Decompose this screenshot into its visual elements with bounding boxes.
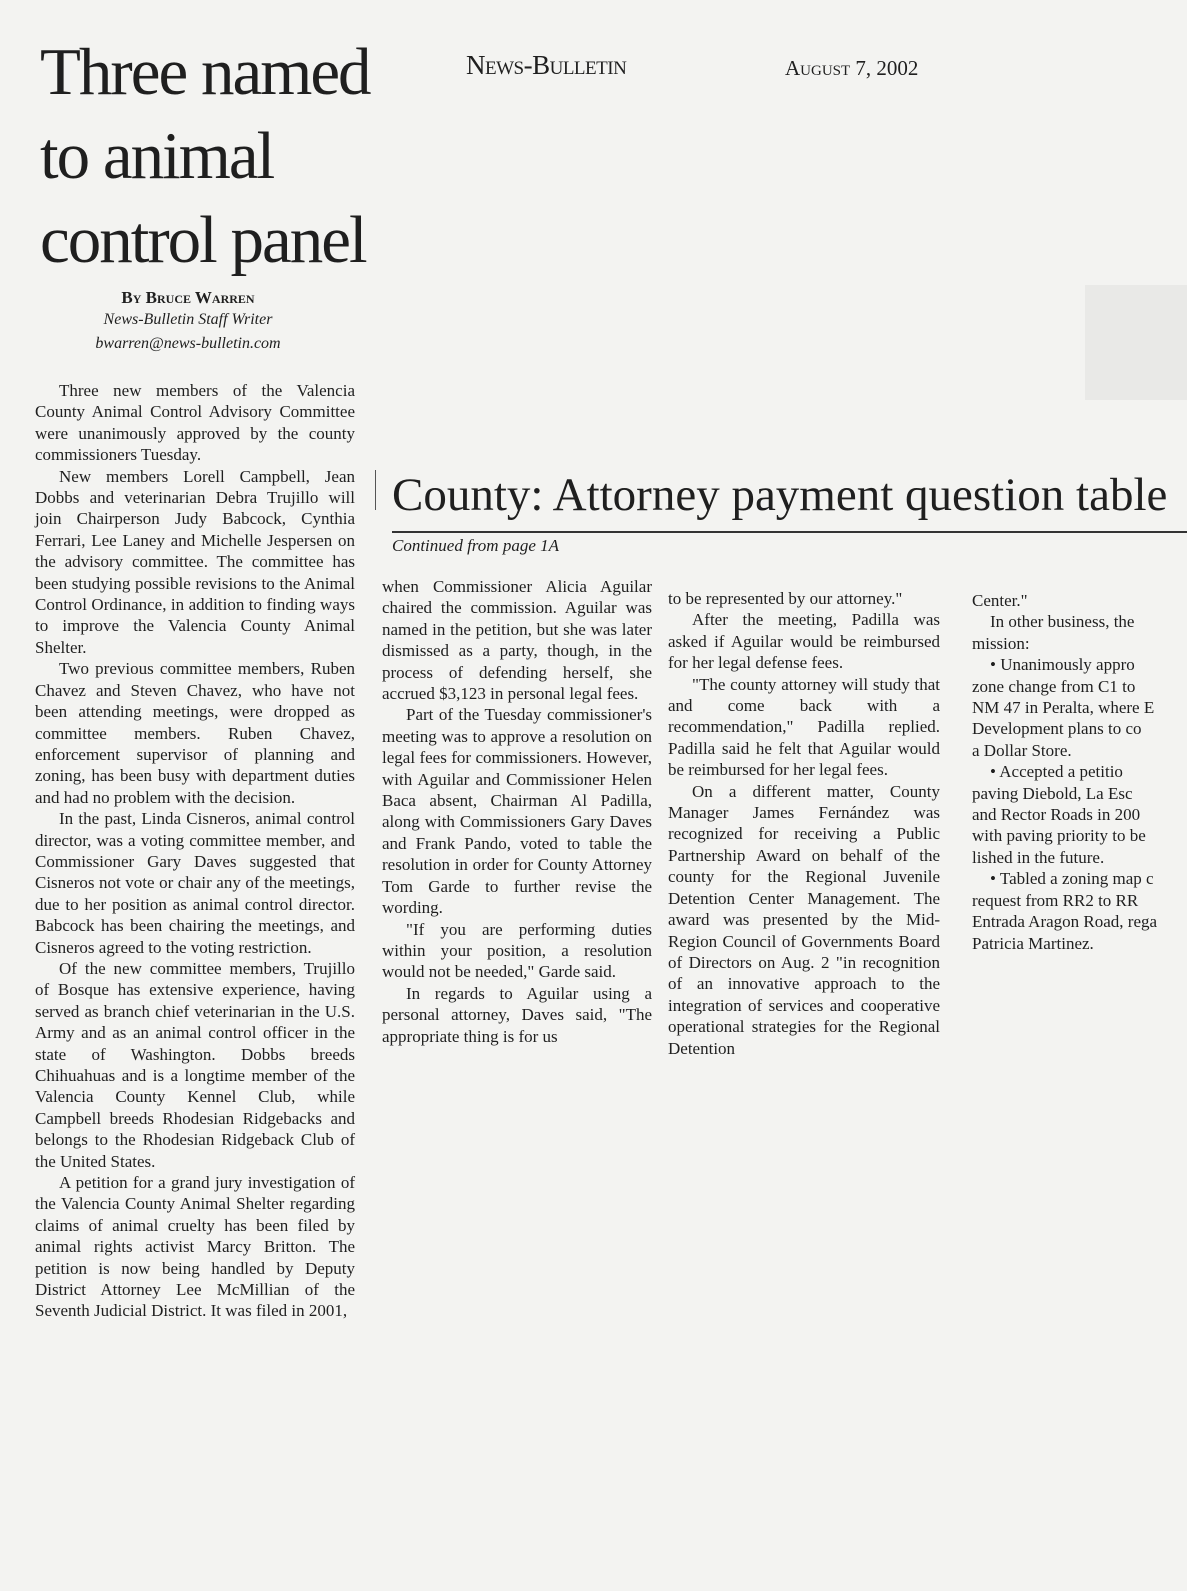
jump-line: • Unanimously appro — [990, 655, 1135, 675]
scan-shadow — [1085, 285, 1187, 400]
jump-paragraph: "If you are performing duties within your position, a resolution would not be needed," Garde said. — [382, 919, 652, 982]
jump-line: Development plans to co — [972, 719, 1142, 739]
jump-line: NM 47 in Peralta, where E — [972, 698, 1155, 718]
jump-headline: County: Attorney payment question table — [392, 469, 1168, 521]
jump-paragraph: In regards to Aguilar using a personal attorney, Daves said, "The appropriate thing is for us — [382, 983, 652, 1046]
jump-line: • Tabled a zoning map c — [990, 869, 1154, 889]
jump-paragraph: "The county attorney will study that and come back with a recommendation," Padilla replied. Padilla said he felt that Aguilar would be reimbursed for her legal fees. — [668, 674, 940, 780]
headline: Three named to animal control panel — [40, 35, 370, 277]
jump-column-4 — [972, 590, 1187, 954]
jump-line: with paving priority to be — [972, 826, 1146, 846]
jump-line: Patricia Martinez. — [972, 933, 1094, 953]
jump-line: request from RR2 to RR — [972, 890, 1139, 910]
jump-paragraph: to be represented by our attorney." — [668, 589, 903, 608]
story-paragraph: A petition for a grand jury investigation of the Valencia County Animal Shelter regarding claims of animal cruelty has been filed by animal rights activist Marcy Britton. The petition is now being handled by Deputy District Attorney Lee McMillian of the Seventh Judicial District. It was filed in 2001, — [35, 1173, 355, 1321]
story-paragraph: Three new members of the Valencia County Animal Control Advisory Committee were unanimously approved by the county commissioners Tuesday. — [35, 381, 355, 465]
story-paragraph: Of the new committee members, Trujillo of Bosque has extensive experience, having served as branch chief veterinarian in the U.S. Army and as an animal control officer in the state of Washington. Dobbs breeds Chihuahuas and is a longtime member of the Valencia County Kennel Club, while Campbell breeds Rhodesian Ridgebacks and belongs to the Rhodesian Ridgeback Club of the United States. — [35, 958, 355, 1171]
jump-paragraph: On a different matter, County Manager James Fernández was recognized for receiving a Public Partnership Award on behalf of the county for the Regional Juvenile Detention Center Management. The award was presented by the Mid-Region Council of Governments Board of Directors on Aug. 2 "in recognition of an innovative approach to the integration of services and cooperative operational strategies for the Regional Detention — [668, 781, 940, 1058]
jump-line: a Dollar Store. — [972, 740, 1072, 760]
story-paragraph: New members Lorell Campbell, Jean Dobbs and veterinarian Debra Trujillo will join Chairperson Judy Babcock, Cynthia Ferrari, Lee Laney and Michelle Jespersen on the advisory committee. The committee has been studying possible revisions to the Animal Control Ordinance, in addition to finding ways to improve the Valencia County Animal Shelter. — [35, 466, 355, 657]
column-divider — [375, 470, 376, 510]
story-paragraph: In the past, Linda Cisneros, animal control director, was a voting committee member, and Commissioner Gary Daves suggested that Cisneros not vote or chair any of the meetings, due to her position as animal control director. Babcock has been chairing the meetings, and Cisneros agreed to the voting restriction. — [35, 809, 355, 957]
continued-line: Continued from page 1A — [392, 536, 559, 555]
jump-line: Entrada Aragon Road, rega — [972, 912, 1158, 932]
byline-title: News-Bulletin Staff Writer — [103, 311, 273, 328]
jump-column-2 — [382, 576, 652, 1047]
jump-line: lished in the future. — [972, 847, 1105, 867]
masthead: News-Bulletin — [466, 50, 627, 80]
story-paragraph: Two previous committee members, Ruben Chavez and Steven Chavez, who have not been attending meetings, were dropped as committee members. Ruben Chavez, enforcement supervisor of planning and zoning, has been busy with department duties and had no problem with the decision. — [35, 659, 355, 807]
byline — [28, 288, 348, 356]
dateline: August 7, 2002 — [785, 56, 919, 80]
jump-line: mission: — [972, 633, 1030, 653]
byline-email: bwarren@news-bulletin.com — [95, 335, 281, 352]
jump-line: paving Diebold, La Esc — [972, 783, 1133, 803]
jump-paragraph: when Commissioner Alicia Aguilar chaired the commission. Aguilar was named in the petition, but she was later dismissed as a party, though, in the process of defending herself, she accrued $3,123 in personal legal fees. — [382, 577, 652, 704]
jump-paragraph: After the meeting, Padilla was asked if Aguilar would be reimbursed for her legal defense fees. — [668, 610, 940, 673]
jump-column-3 — [668, 588, 940, 1059]
jump-line: Center." — [972, 591, 1028, 610]
jump-line: • Accepted a petitio — [990, 762, 1123, 782]
story-column-1 — [35, 380, 355, 1322]
jump-line: In other business, the — [990, 612, 1135, 632]
byline-author: By Bruce Warren — [121, 288, 255, 307]
headline-rule — [392, 531, 1187, 533]
jump-line: and Rector Roads in 200 — [972, 805, 1141, 825]
jump-line: zone change from C1 to — [972, 676, 1136, 696]
jump-paragraph: Part of the Tuesday commissioner's meeting was to approve a resolution on legal fees for commissioners. However, with Aguilar and Commissioner Helen Baca absent, Chairman Al Padilla, along with Commissioners Gary Daves and Frank Pando, voted to table the resolution in order for County Attorney Tom Garde to further revise the wording. — [382, 705, 652, 918]
